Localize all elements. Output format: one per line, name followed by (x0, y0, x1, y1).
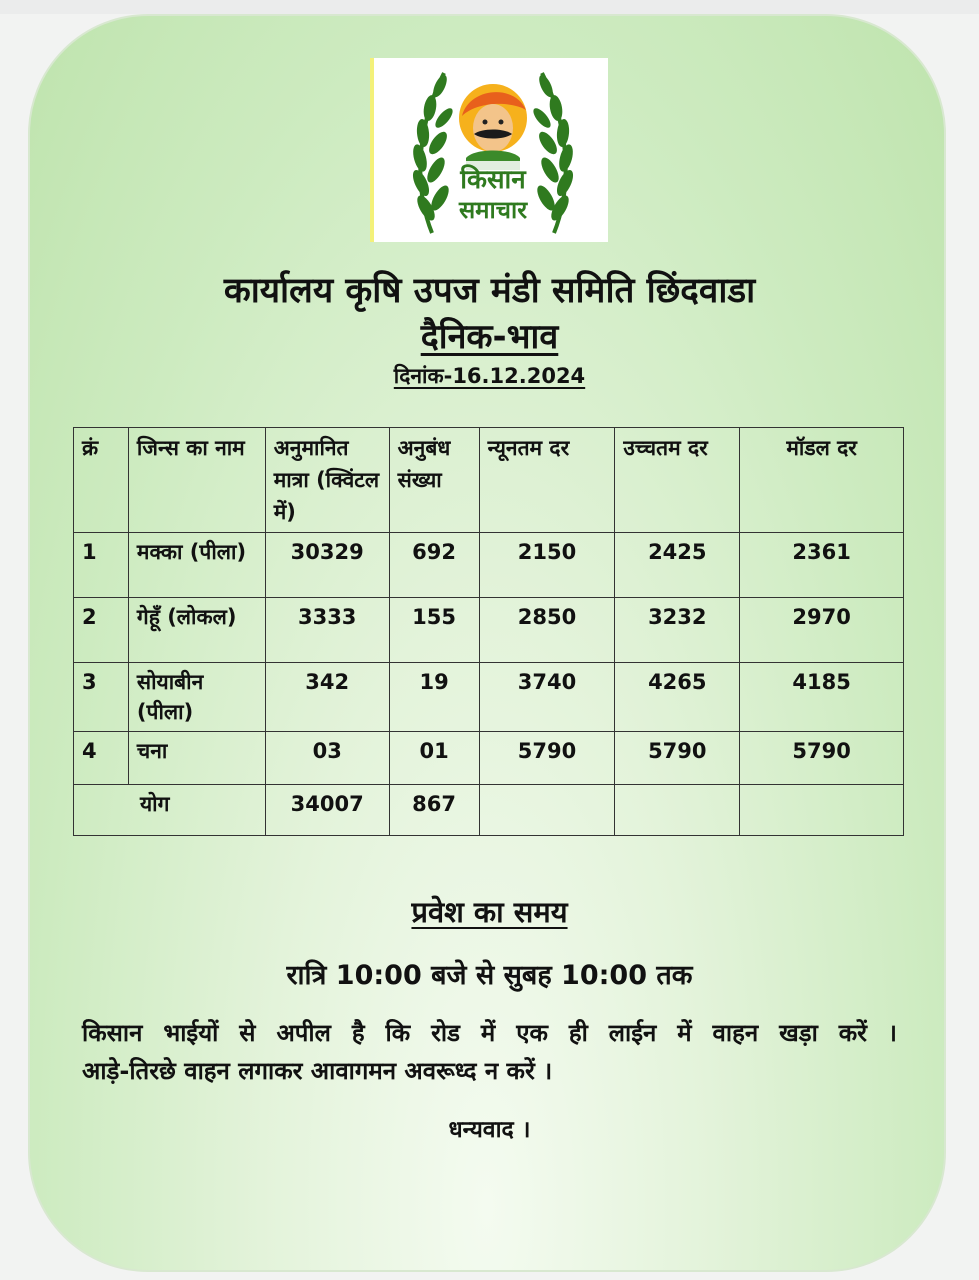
cell-item: गेहूँ (लोकल) (128, 598, 265, 663)
wheat-wreath-icon (374, 58, 612, 242)
cell-sno: 2 (74, 598, 129, 663)
col-header-model-rate: मॉडल दर (740, 428, 904, 533)
cell-contracts: 692 (389, 533, 479, 598)
cell-total-contracts: 867 (389, 785, 479, 836)
cell-item: चना (128, 732, 265, 785)
cell-sno: 1 (74, 533, 129, 598)
date-line (0, 362, 979, 390)
cell-total-label: योग (74, 785, 266, 836)
table-total-row (74, 785, 904, 836)
cell-min-rate: 3740 (479, 663, 615, 732)
cell-max-rate: 3232 (615, 598, 740, 663)
table-row (74, 598, 904, 663)
cell-model-rate: 5790 (740, 732, 904, 785)
cell-model-rate: 2361 (740, 533, 904, 598)
col-header-sno: क्रं (74, 428, 129, 533)
cell-qty: 30329 (265, 533, 389, 598)
cell-empty (615, 785, 740, 836)
cell-qty: 3333 (265, 598, 389, 663)
office-title: कार्यालय कृषि उपज मंडी समिति छिंदवाडा (223, 271, 756, 311)
cell-min-rate: 5790 (479, 732, 615, 785)
kisan-samachar-logo (370, 58, 608, 242)
table-row (74, 663, 904, 732)
col-header-max-rate: उच्चतम दर (615, 428, 740, 533)
daily-rate-subtitle (0, 312, 979, 358)
entry-time-heading (0, 892, 979, 931)
appeal-line-1: किसान भाईयों से अपील है कि रोड में एक ही लाईन में वाहन खड़ा करें । (82, 1019, 897, 1047)
cell-item: सोयाबीन (पीला) (128, 663, 265, 732)
entry-time-text: रात्रि 10:00 बजे से सुबह 10:00 तक (286, 960, 693, 991)
appeal-text (82, 1014, 897, 1090)
cell-model-rate: 2970 (740, 598, 904, 663)
cell-min-rate: 2850 (479, 598, 615, 663)
cell-max-rate: 4265 (615, 663, 740, 732)
cell-contracts: 155 (389, 598, 479, 663)
cell-empty (479, 785, 615, 836)
thanks-text: धन्यवाद । (448, 1117, 531, 1143)
col-header-min-rate: न्यूनतम दर (479, 428, 615, 533)
col-header-contracts: अनुबंध संख्या (389, 428, 479, 533)
col-header-item: जिन्स का नाम (128, 428, 265, 533)
date-text: दिनांक-16.12.2024 (393, 364, 586, 388)
top-bar (0, 0, 979, 14)
cell-total-qty: 34007 (265, 785, 389, 836)
logo-text-line2: समाचार (458, 196, 528, 224)
cell-model-rate: 4185 (740, 663, 904, 732)
table-header-row (74, 428, 904, 533)
logo-text-line1: किसान (460, 165, 526, 195)
entry-time-heading-text: प्रवेश का समय (411, 895, 568, 929)
cell-qty: 342 (265, 663, 389, 732)
table-row (74, 533, 904, 598)
cell-item: मक्का (पीला) (128, 533, 265, 598)
cell-qty: 03 (265, 732, 389, 785)
cell-contracts: 01 (389, 732, 479, 785)
cell-sno: 3 (74, 663, 129, 732)
cell-contracts: 19 (389, 663, 479, 732)
appeal-line-2: आड़े-तिरछे वाहन लगाकर आवागमन अवरूध्द न करें । (82, 1057, 553, 1085)
cell-empty (740, 785, 904, 836)
table-row (74, 732, 904, 785)
rates-table (73, 427, 904, 836)
cell-min-rate: 2150 (479, 533, 615, 598)
daily-rate-subtitle-text: दैनिक-भाव (420, 317, 559, 357)
cell-sno: 4 (74, 732, 129, 785)
cell-max-rate: 2425 (615, 533, 740, 598)
cell-max-rate: 5790 (615, 732, 740, 785)
col-header-qty: अनुमानित मात्रा (क्विंटल में) (265, 428, 389, 533)
